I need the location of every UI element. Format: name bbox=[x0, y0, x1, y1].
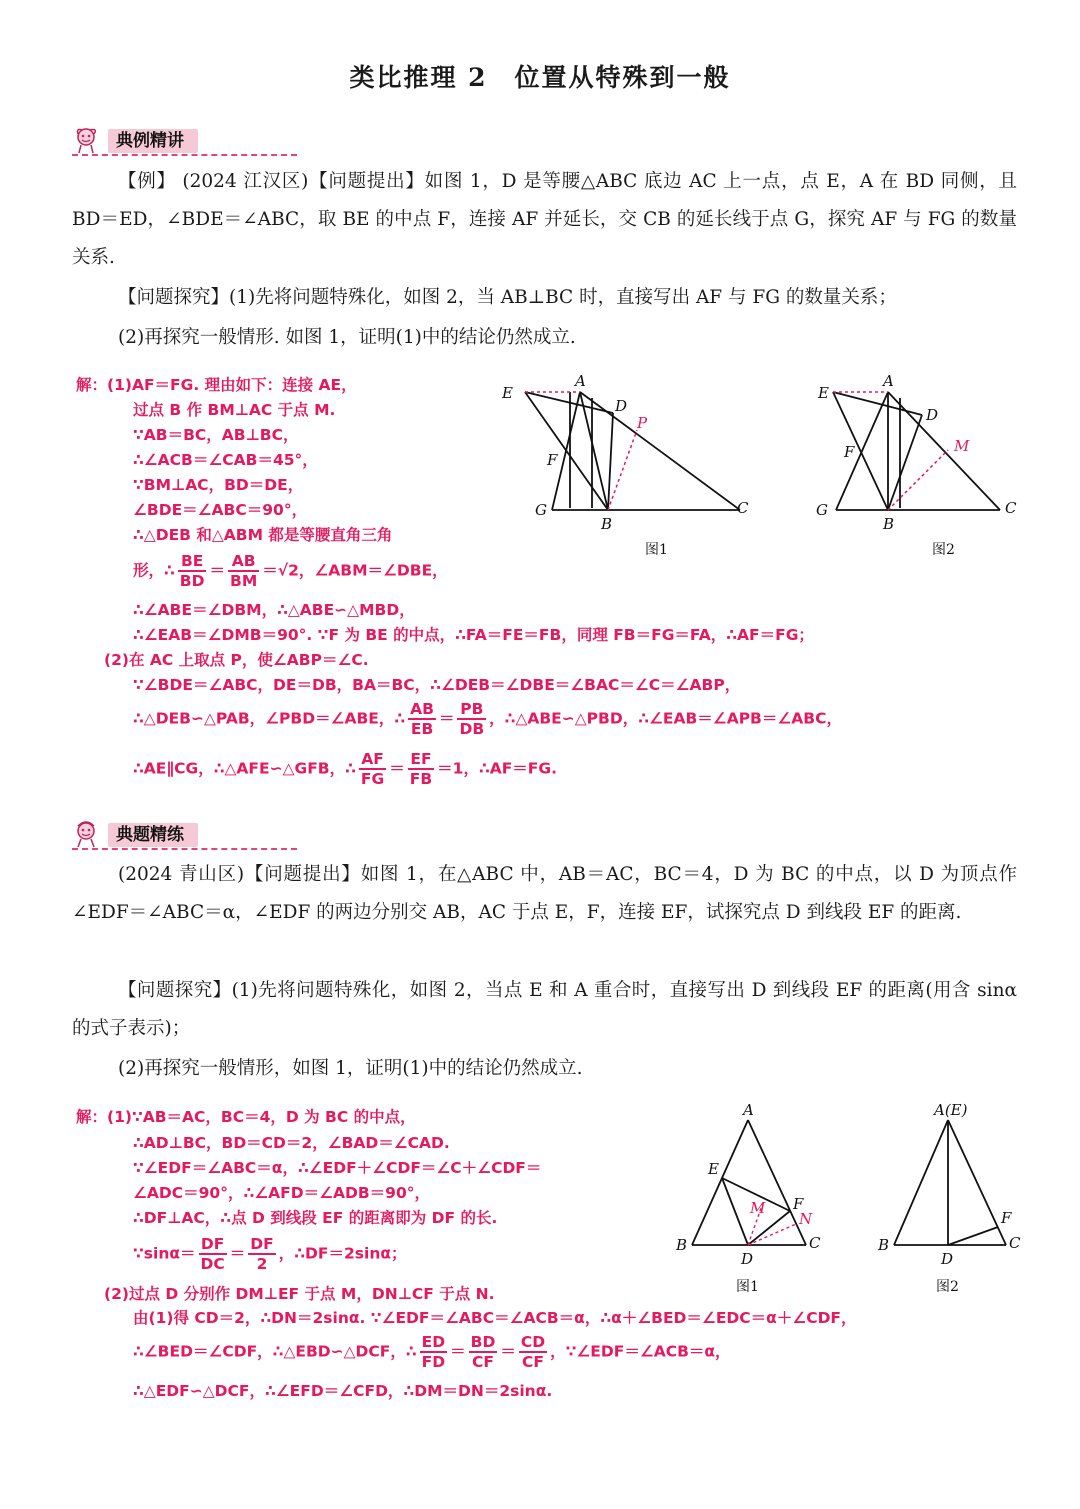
point-label-P: P bbox=[637, 414, 648, 432]
point-label-B: B bbox=[676, 1236, 688, 1254]
example-question-p3: (2)再探究一般情形. 如图 1，证明(1)中的结论仍然成立. bbox=[118, 327, 576, 348]
segment-DF bbox=[948, 1227, 998, 1245]
point-label-C: C bbox=[1005, 499, 1017, 517]
point-label-C: C bbox=[737, 499, 749, 517]
badge-label: 典题精练 bbox=[108, 823, 198, 847]
practice-question-p2: 【问题探究】(1)先将问题特殊化，如图 2，当点 E 和 A 重合时，直接写出 D 到线段 EF 的距离(用含 sinα 的式子表示)； bbox=[72, 980, 1017, 1039]
point-label-A: A bbox=[743, 1101, 754, 1119]
fraction: $\frac{BE}{BD}$ bbox=[179, 552, 205, 590]
mascot-icon bbox=[72, 126, 112, 156]
point-label-B: B bbox=[878, 1236, 890, 1254]
solution1-line14: ∴AE∥CG，∴△AFE∽△GFB，∴ $\frac{AF}{FG}$ ＝ $\frac{EF}{FB}$ ＝1，∴AF＝FG. bbox=[133, 750, 558, 788]
figure-caption: 图1 bbox=[645, 542, 668, 558]
badge-label: 典例精讲 bbox=[108, 129, 198, 153]
point-label-F: F bbox=[793, 1195, 804, 1213]
example-figure-1 bbox=[495, 370, 765, 565]
solution1-line1: 解：(1)AF＝FG. 理由如下：连接 AE， bbox=[76, 376, 357, 394]
point-label-G: G bbox=[816, 501, 828, 519]
solution1-line7: ∴△DEB 和△ABM 都是等腰直角三角 bbox=[133, 526, 393, 544]
solution1-line5: ∵BM⊥AC，BD＝DE， bbox=[133, 476, 304, 494]
solution2-line2: ∴AD⊥BC，BD＝CD＝2，∠BAD＝∠CAD. bbox=[133, 1134, 450, 1152]
solution2-line5: ∴DF⊥AC，∴点 D 到线段 EF 的距离即为 DF 的长. bbox=[133, 1209, 498, 1227]
section-badge-example bbox=[72, 126, 302, 156]
segment-AC bbox=[748, 1120, 806, 1245]
fraction: $\frac{AB}{BM}$ bbox=[230, 552, 258, 590]
solution1-line4: ∴∠ACB＝∠CAB＝45°， bbox=[133, 451, 318, 469]
solution2-line10: ∴△EDF∽△DCF，∴∠EFD＝∠CFD，∴DM＝DN＝2sinα. bbox=[133, 1382, 553, 1400]
practice-question-p3: (2)再探究一般情形，如图 1，证明(1)中的结论仍然成立. bbox=[118, 1058, 583, 1079]
point-label-M: M bbox=[750, 1199, 766, 1217]
segment-AC bbox=[948, 1120, 1006, 1245]
practice-figure-2 bbox=[872, 1098, 1032, 1298]
fraction: $\frac{DF}{DC}$ bbox=[200, 1235, 225, 1273]
solution1-line2: 过点 B 作 BM⊥AC 于点 M. bbox=[133, 401, 336, 419]
point-label-N: N bbox=[799, 1210, 813, 1228]
page-title: 类比推理 2 位置从特殊到一般 bbox=[349, 63, 731, 92]
point-label-B: B bbox=[883, 515, 895, 533]
point-label-D: D bbox=[941, 1250, 954, 1268]
point-label-M: M bbox=[954, 437, 970, 455]
point-label-F: F bbox=[1001, 1209, 1012, 1227]
badge-underline bbox=[72, 848, 297, 850]
solution1-line3: ∵AB＝BC，AB⊥BC， bbox=[133, 426, 299, 444]
badge-underline bbox=[72, 154, 297, 156]
point-label-E: E bbox=[502, 384, 513, 402]
solution2-line4: ∠ADC＝90°，∴∠AFD＝∠ADB＝90°， bbox=[133, 1184, 430, 1202]
fraction: $\frac{DF}{2}$ bbox=[250, 1235, 274, 1273]
point-label-AE: A(E) bbox=[934, 1101, 968, 1119]
point-label-D: D bbox=[615, 397, 628, 415]
segment-BD bbox=[888, 415, 922, 510]
fraction: $\frac{BD}{CF}$ bbox=[470, 1333, 496, 1371]
solution1-line8: 形，∴ $\frac{BE}{BD}$ ＝ $\frac{AB}{BM}$ ＝√2，∠ABM＝∠DBE， bbox=[133, 552, 448, 590]
fraction: $\frac{CD}{CF}$ bbox=[520, 1333, 546, 1371]
point-label-D: D bbox=[741, 1250, 754, 1268]
point-label-E: E bbox=[818, 384, 829, 402]
figure-caption: 图2 bbox=[932, 542, 955, 558]
practice-figure-1 bbox=[670, 1098, 840, 1298]
point-label-G: G bbox=[535, 501, 547, 519]
segment-BD bbox=[608, 413, 613, 510]
point-label-A: A bbox=[575, 372, 586, 390]
solution1-line12: ∵∠BDE＝∠ABC，DE＝DB，BA＝BC，∴∠DEB＝∠DBE＝∠BAC＝∠C＝∠ABP， bbox=[133, 676, 741, 694]
solution2-line9: ∴∠BED＝∠CDF，∴△EBD∽△DCF，∴ $\frac{ED}{FD}$ ＝ $\frac{BD}{CF}$ ＝ $\frac{CD}{CF}$ ，∵∠EDF＝∠ACB＝α， bbox=[133, 1333, 731, 1371]
solution1-line13: ∴△DEB∽△PAB，∠PBD＝∠ABE，∴ $\frac{AB}{EB}$ ＝ $\frac{PB}{DB}$ ，∴△ABE∽△PBD，∴∠EAB＝∠APB＝∠ABC， bbox=[133, 700, 842, 738]
dashed-segment-DN bbox=[748, 1224, 796, 1245]
segment-AB bbox=[894, 1120, 948, 1245]
point-label-F: F bbox=[547, 451, 558, 469]
segment-ED bbox=[833, 392, 922, 415]
fraction: $\frac{ED}{FD}$ bbox=[421, 1333, 446, 1371]
example-question-p2: 【问题探究】(1)先将问题特殊化，如图 2，当 AB⊥BC 时，直接写出 AF 与 FG 的数量关系； bbox=[118, 287, 897, 308]
solution2-line1: 解：(1)∵AB＝AC，BC＝4，D 为 BC 的中点， bbox=[76, 1108, 416, 1126]
section-badge-practice bbox=[72, 820, 302, 850]
fraction: $\frac{EF}{FB}$ bbox=[409, 750, 433, 788]
mascot-icon bbox=[72, 820, 112, 850]
solution2-line8: 由(1)得 CD＝2，∴DN＝2sinα. ∵∠EDF＝∠ABC＝∠ACB＝α，∴α＋∠BED＝∠EDC＝α＋∠CDF， bbox=[133, 1309, 857, 1327]
figure-caption: 图1 bbox=[736, 1279, 759, 1295]
fraction: $\frac{AB}{EB}$ bbox=[410, 700, 434, 738]
point-label-A: A bbox=[883, 372, 894, 390]
figure-caption: 图2 bbox=[936, 1279, 959, 1295]
dashed-segment-BM bbox=[888, 450, 948, 510]
point-label-F: F bbox=[844, 443, 855, 461]
point-label-C: C bbox=[1009, 1234, 1021, 1252]
solution1-line9: ∴∠ABE＝∠DBM，∴△ABE∽△MBD， bbox=[133, 601, 415, 619]
fraction: $\frac{AF}{FG}$ bbox=[360, 750, 385, 788]
practice-question-p1: (2024 青山区)【问题提出】如图 1，在△ABC 中，AB＝AC，BC＝4，D 为 BC 的中点，以 D 为顶点作∠EDF＝∠ABC＝α，∠EDF 的两边分别交 AB，AC 于点 E，F，连接 EF，试探究点 D 到线段 EF 的距离. bbox=[72, 864, 1017, 923]
example-question-p1: 【例】 (2024 江汉区)【问题提出】如图 1，D 是等腰△ABC 底边 AC 上一点，点 E，A 在 BD 同侧，且 BD＝ED，∠BDE＝∠ABC，取 BE 的中点 F，连接 AF 并延长，交 CB 的延长线于点 G，探究 AF 与 FG 的数量关系. bbox=[72, 171, 1017, 268]
point-label-C: C bbox=[809, 1234, 821, 1252]
example-figure-2 bbox=[810, 370, 1035, 565]
fraction: $\frac{PB}{DB}$ bbox=[459, 700, 485, 738]
solution2-line6: ∵sinα＝ $\frac{DF}{DC}$ ＝ $\frac{DF}{2}$ ，∴DF＝2sinα； bbox=[133, 1235, 407, 1273]
point-label-E: E bbox=[708, 1160, 719, 1178]
point-label-B: B bbox=[601, 515, 613, 533]
point-label-D: D bbox=[926, 406, 939, 424]
solution2-line7: (2)过点 D 分别作 DM⊥EF 于点 M，DN⊥CF 于点 N. bbox=[104, 1285, 495, 1303]
solution2-line3: ∵∠EDF＝∠ABC＝α，∴∠EDF＋∠CDF＝∠C＋∠CDF＝ bbox=[133, 1159, 542, 1177]
solution1-line10: ∴∠EAB＝∠DMB＝90°. ∵F 为 BE 的中点，∴FA＝FE＝FB，同理 FB＝FG＝FA，∴AF＝FG； bbox=[133, 626, 814, 644]
solution1-line11: (2)在 AC 上取点 P，使∠ABP＝∠C. bbox=[104, 651, 369, 669]
segment-AB bbox=[692, 1120, 748, 1245]
solution1-line6: ∠BDE＝∠ABC＝90°， bbox=[133, 501, 308, 519]
